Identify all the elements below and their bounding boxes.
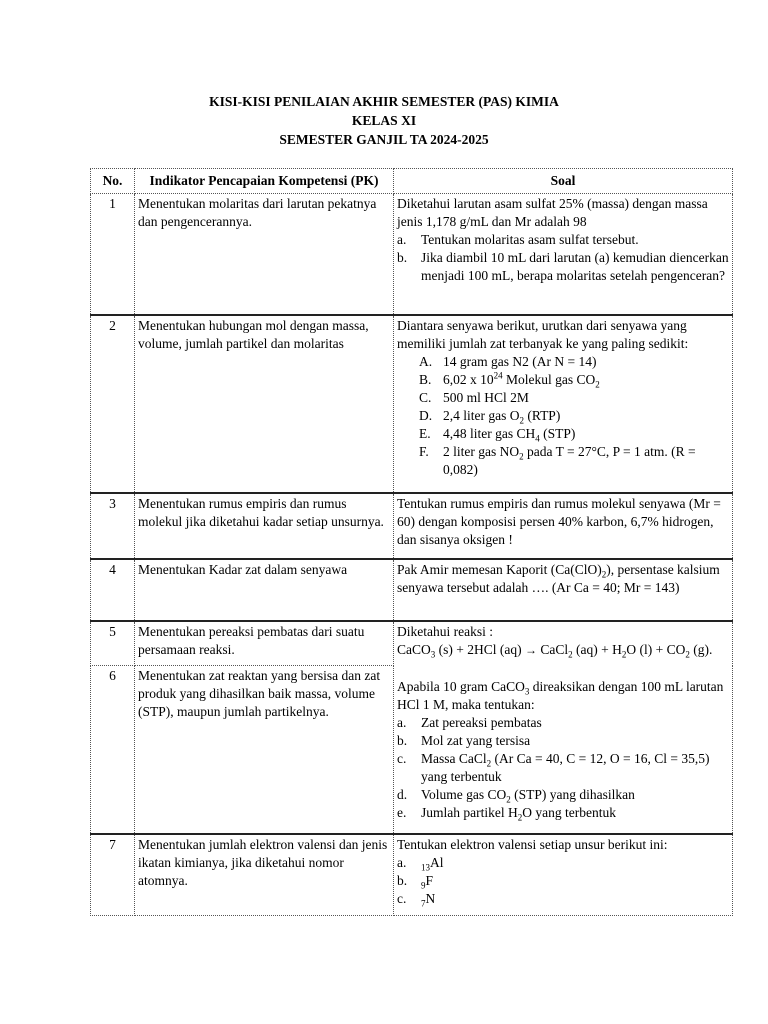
soal-cell: Tentukan rumus empiris dan rumus molekul senyawa (Mr = 60) dengan komposisi persen 40% karbon, 6,7% hidrogen, dan sisanya oksigen ! <box>394 493 733 559</box>
col-header-soal: Soal <box>394 169 733 194</box>
list-item: a. Tentukan molaritas asam sulfat tersebut. <box>397 232 639 247</box>
col-header-no: No. <box>91 169 135 194</box>
reaction-arrow-icon: → <box>524 642 537 657</box>
table-header-row <box>91 169 733 194</box>
soal-intro-2: Apabila 10 gram CaCO$_3$ direaksikan dengan 100 mL larutan HCl 1 M, maka tentukan: <box>397 678 724 712</box>
list-item: c. Massa CaCl$_2$ (Ar Ca = 40, C = 12, O = 16, Cl = 35,5) yang terbentuk <box>397 750 710 784</box>
list-item: B. 6,02 x $10^{24}$ Molekul gas $CO_2$ <box>419 370 600 390</box>
list-item: b. Mol zat yang tersisa <box>397 732 531 748</box>
row-number: 1 <box>91 194 135 315</box>
list-item: a. Zat pereaksi pembatas <box>397 714 542 730</box>
table-row <box>91 621 733 666</box>
title-line-1: KISI-KISI PENILAIAN AKHIR SEMESTER (PAS) KIMIA <box>209 94 559 109</box>
row-number: 6 <box>91 666 135 834</box>
table-row <box>91 315 733 493</box>
list-item: D. 2,4 liter gas $O_2$ (RTP) <box>419 407 561 426</box>
row-number: 3 <box>91 493 135 559</box>
soal-options <box>397 854 729 908</box>
soal-options <box>397 353 729 479</box>
list-item: a. $_{13}$Al <box>397 854 444 873</box>
soal-cell <box>394 315 733 493</box>
list-item: E. 4,48 liter gas $CH_4$ (STP) <box>419 425 576 444</box>
list-item: A. 14 gram gas N2 (Ar N = 14) <box>419 353 597 369</box>
soal-options <box>397 714 729 822</box>
indikator-cell: Menentukan rumus empiris dan rumus molekul jika diketahui kadar setiap unsurnya. <box>135 493 394 559</box>
table-row <box>91 834 733 916</box>
row-number: 5 <box>91 621 135 666</box>
title-line-3: SEMESTER GANJIL TA 2024-2025 <box>279 132 489 147</box>
row-number: 7 <box>91 834 135 916</box>
row-number: 2 <box>91 315 135 493</box>
soal-intro: Diantara senyawa berikut, urutkan dari senyawa yang memiliki jumlah zat terbanyak ke yang paling sedikit: <box>397 317 689 351</box>
list-item: c. $_7$N <box>397 890 436 909</box>
reaction-equation: CaCO$_3$ (s) + 2HCl (aq) → CaCl$_2$ $(aq) + H_2O$ $(l) + CO_2$ (g). <box>397 641 713 660</box>
soal-cell <box>394 834 733 916</box>
table-row <box>91 194 733 315</box>
indikator-cell: Menentukan molaritas dari larutan pekatnya dan pengencerannya. <box>135 194 394 315</box>
table-row <box>91 493 733 559</box>
indikator-cell: Menentukan pereaksi pembatas dari suatu persamaan reaksi. <box>135 621 394 666</box>
table-row <box>91 559 733 621</box>
kisi-table <box>90 168 733 916</box>
row-number: 4 <box>91 559 135 621</box>
soal-intro: Diketahui reaksi : <box>397 623 493 639</box>
title-line-2: KELAS XI <box>351 113 417 128</box>
list-item: C. 500 ml HCl 2M <box>419 389 529 405</box>
indikator-cell: Menentukan jumlah elektron valensi dan jenis ikatan kimianya, jika diketahui nomor atomnya. <box>135 834 394 916</box>
col-header-indikator: Indikator Pencapaian Kompetensi (PK) <box>135 169 394 194</box>
list-item: b. Jika diambil 10 mL dari larutan (a) kemudian diencerkan menjadi 100 mL, berapa molaritas setelah pengenceran? <box>397 250 729 283</box>
soal-cell: Pak Amir memesan Kaporit $(Ca(ClO)_2)$, persentase kalsium senyawa tersebut adalah …. (Ar Ca = 40; Mr = 143) <box>394 559 733 621</box>
document-title <box>0 92 768 149</box>
indikator-cell: Menentukan Kadar zat dalam senyawa <box>135 559 394 621</box>
soal-cell <box>394 194 733 315</box>
list-item: e. Jumlah partikel $H_2O$ yang terbentuk <box>397 804 616 823</box>
list-item: F. 2 liter gas $NO_2$ pada T = 27°C, P = 1 atm. (R = 0,082) <box>419 443 696 477</box>
soal-cell <box>394 621 733 834</box>
soal-intro: Tentukan elektron valensi setiap unsur berikut ini: <box>397 836 668 852</box>
list-item: d. Volume gas $CO_2$ (STP) yang dihasilkan <box>397 786 635 805</box>
indikator-cell: Menentukan hubungan mol dengan massa, volume, jumlah partikel dan molaritas <box>135 315 394 493</box>
indikator-cell: Menentukan zat reaktan yang bersisa dan zat produk yang dihasilkan baik massa, volume (STP), maupun jumlah partikelnya. <box>135 666 394 834</box>
soal-intro: Diketahui larutan asam sulfat 25% (massa) dengan massa jenis 1,178 g/mL dan Mr adalah 98 <box>397 196 708 229</box>
soal-options <box>397 231 729 285</box>
list-item: b. $_9$F <box>397 872 434 891</box>
